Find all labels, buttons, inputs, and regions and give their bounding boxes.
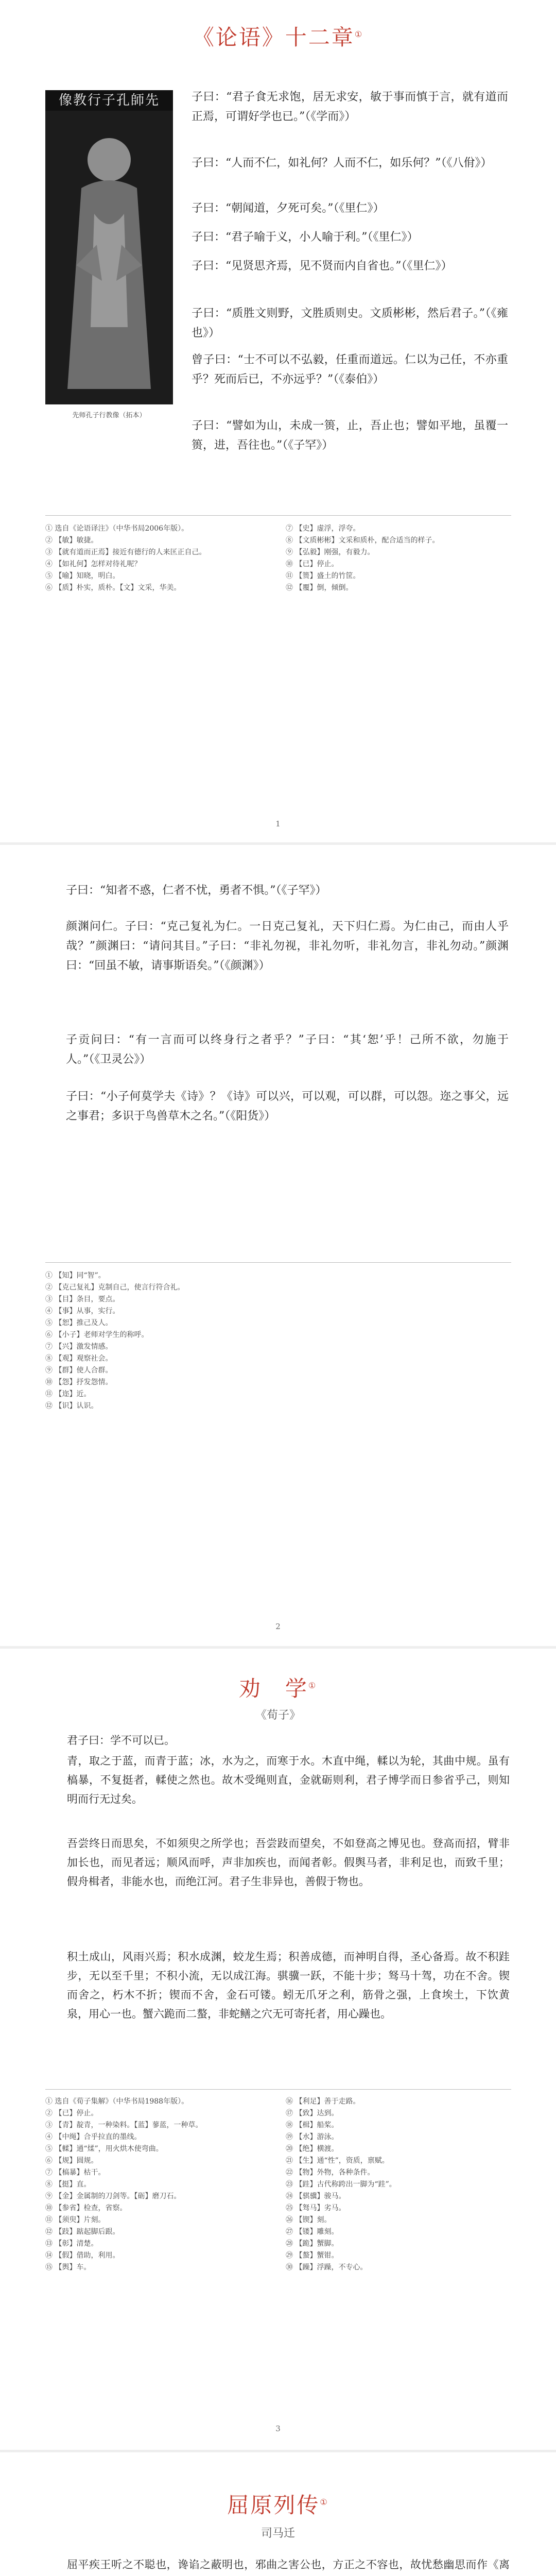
- footnote: ② 【已】停止。: [45, 2109, 98, 2117]
- footnote: ⑦ 【槁暴】枯干。: [45, 2168, 106, 2177]
- footnote: ⑲ 【水】游泳。: [286, 2133, 339, 2141]
- page-4: [0, 2452, 556, 2576]
- page-2: [0, 845, 556, 1649]
- footnote: ⑨ 【群】使人合群。: [45, 1366, 113, 1375]
- analects-para-10: 颜渊问仁。子曰：“克己复礼为仁。一日克己复礼，天下归仁焉。为仁由己，而由人乎哉？”颜渊曰：“请问其目。”子曰：“非礼勿视，非礼勿听，非礼勿言，非礼勿动。”颜渊曰：“回虽不敏，请事斯语矣。”（《颜渊》）: [66, 920, 509, 972]
- quanxue-para-3: 吾尝终日而思矣，不如须臾之所学也；吾尝跂而望矣，不如登高之博见也。登高而招，臂非加长也，而见者远；顺风而呼，声非加疾也，而闻者彰。假舆马者，非利足也，而致千里；假舟楫者，非能水也，而绝江河。君子生非异也，善假于物也。: [67, 1837, 510, 1888]
- analects-para-6: 子曰：“质胜文则野，文胜质则史。文质彬彬，然后君子。”（《雍也》）: [192, 307, 508, 340]
- footnote: ⑧ 【文质彬彬】文采和质朴，配合适当的样子。: [286, 536, 440, 545]
- footnote: ④ 【如礼何】怎样对待礼呢？: [45, 560, 142, 568]
- portrait-banner-text: 像教行子孔師先: [45, 90, 173, 111]
- footnote: ㉙ 【螯】蟹钳。: [286, 2251, 339, 2260]
- footnote: ⑯ 【利足】善于走路。: [286, 2097, 360, 2106]
- analects-para-2: 子曰：“人而不仁，如礼何？人而不仁，如乐何？”（《八佾》）: [192, 157, 492, 170]
- footnote: ⑩ 【怨】抒发怨情。: [45, 1378, 113, 1386]
- footnote: ⑦ 【史】虚浮，浮夸。: [286, 524, 360, 533]
- footnote: ⑫ 【跂】踮起脚后跟。: [45, 2228, 120, 2236]
- footnote: ⑰ 【致】达到。: [286, 2109, 339, 2117]
- analects-para-12: 子曰：“小子何莫学夫《诗》？《诗》可以兴，可以观，可以群，可以怨。迩之事父，远之事君；多识于鸟兽草木之名。”（《阳货》）: [66, 1090, 509, 1123]
- page-number: 2: [275, 1622, 281, 1631]
- analects-para-3: 子曰：“朝闻道，夕死可矣。”（《里仁》）: [192, 202, 385, 215]
- footnote: ③ 【目】条目，要点。: [45, 1295, 120, 1303]
- footnote: ㉗ 【镂】雕刻。: [286, 2228, 339, 2236]
- page-number: 1: [275, 819, 281, 828]
- footnote: ㉘ 【跪】蟹脚。: [286, 2240, 339, 2248]
- page-author: 司马迁: [260, 2527, 295, 2540]
- analects-para-5: 子曰：“见贤思齐焉，见不贤而内自省也。”（《里仁》）: [192, 260, 453, 273]
- footnote-divider: [45, 2089, 511, 2090]
- quanxue-para-1: 君子曰：学不可以已。: [67, 1734, 175, 1747]
- footnote: ⑥ 【规】圆规。: [45, 2157, 98, 2165]
- page-3: [0, 1649, 556, 2452]
- footnote: ㉖ 【锲】刻。: [286, 2216, 332, 2224]
- footnotes: [45, 1270, 354, 1412]
- confucius-portrait-image: [45, 90, 173, 404]
- page-title: 劝 学①: [238, 1676, 318, 1701]
- footnotes-left: [45, 2096, 272, 2274]
- page-title: 屈原列传①: [227, 2493, 329, 2518]
- footnote: ⑨ 【弘毅】刚强，有毅力。: [286, 548, 375, 556]
- analects-para-1: 子曰：“君子食无求饱，居无求安，敏于事而慎于言，就有道而正焉，可谓好学也已。”（《学而》）: [192, 91, 508, 123]
- footnote: ⑪ 【迩】近。: [45, 1390, 91, 1398]
- analects-para-4: 子曰：“君子喻于义，小人喻于利。”（《里仁》）: [192, 231, 419, 244]
- footnotes-left: [45, 523, 272, 594]
- footnote: ⑨ 【金】金属制的刀剑等。【砺】磨刀石。: [45, 2192, 181, 2200]
- footnote: ④ 【中绳】合乎拉直的墨线。: [45, 2133, 142, 2141]
- footnote: ⑦ 【兴】激发情感。: [45, 1343, 113, 1351]
- footnote: ⑫ 【识】认识。: [45, 1402, 98, 1410]
- footnote: ⑧ 【观】观察社会。: [45, 1354, 113, 1363]
- footnote: ㉑ 【生】通“性”，资质，禀赋。: [286, 2157, 389, 2165]
- footnote: ㉓ 【跬】古代称跨出一脚为“跬”。: [286, 2180, 396, 2189]
- footnote: ⑥ 【小子】老师对学生的称呼。: [45, 1331, 149, 1339]
- footnote-divider: [45, 1262, 511, 1263]
- analects-para-8: 子曰：“譬如为山，未成一篑，止，吾止也；譬如平地，虽覆一篑，进，吾往也。”（《子罕》）: [192, 419, 508, 452]
- footnote: ① 选自《荀子集解》（中华书局1988年版）。: [45, 2097, 189, 2106]
- page-1: [0, 0, 556, 845]
- footnote: ⑩ 【参省】检查，省察。: [45, 2204, 127, 2212]
- footnote: ⑬ 【彰】清楚。: [45, 2240, 98, 2248]
- portrait-caption: 先师孔子行教像（拓本）: [72, 412, 146, 419]
- footnote: ⑮ 【舆】车。: [45, 2263, 91, 2272]
- footnote: ③ 【就有道而正焉】接近有德行的人来匡正自己。: [45, 548, 206, 556]
- footnote: ⑪ 【须臾】片刻。: [45, 2216, 106, 2224]
- footnote: ⑤ 【輮】通“煣”，用火烘木使弯曲。: [45, 2145, 163, 2153]
- page-number: 3: [275, 2424, 281, 2433]
- footnote: ② 【敏】敏捷。: [45, 536, 98, 545]
- footnote: ⑱ 【楫】船桨。: [286, 2121, 339, 2129]
- footnote-divider: [45, 515, 511, 516]
- footnote: ⑤ 【喻】知晓，明白。: [45, 572, 120, 580]
- footnote: ① 【知】同“智”。: [45, 1272, 106, 1280]
- footnote: ⑫ 【覆】倒，倾倒。: [286, 584, 353, 592]
- footnote: ㉔ 【骐骥】骏马。: [286, 2192, 346, 2200]
- footnote: ⑪ 【篑】盛土的竹筐。: [286, 572, 360, 580]
- footnote: ① 选自《论语译注》（中华书局2006年版）。: [45, 524, 189, 533]
- portrait-figure-icon: [45, 111, 173, 404]
- footnote: ④ 【事】从事，实行。: [45, 1307, 120, 1315]
- footnote: ⑥ 【质】朴实，质朴。【文】文采，华美。: [45, 584, 181, 592]
- footnote: ⑩ 【已】停止。: [286, 560, 339, 568]
- footnote: ㉒ 【物】外物，各种条件。: [286, 2168, 375, 2177]
- quanxue-para-4: 积土成山，风雨兴焉；积水成渊，蛟龙生焉；积善成德，而神明自得，圣心备焉。故不积跬步，无以至千里；不积小流，无以成江海。骐骥一跃，不能十步；驽马十驾，功在不舍。锲而舍之，朽木不折；锲而不舍，金石可镂。蚓无爪牙之利，筋骨之强，上食埃土，下饮黄泉，用心一也。蟹六跪而二螯，非蛇鳝之穴无可寄托者，用心躁也。: [67, 1951, 510, 2020]
- footnote: ② 【克己复礼】克制自己，使言行符合礼。: [45, 1283, 185, 1292]
- analects-para-9: 子曰：“知者不惑，仁者不忧，勇者不惧。”（《子罕》）: [66, 884, 327, 897]
- page-subtitle: 《荀子》: [255, 1709, 301, 1722]
- footnote: ⑳ 【绝】横渡。: [286, 2145, 339, 2153]
- footnote: ⑭ 【假】借助，利用。: [45, 2251, 120, 2260]
- quanxue-para-2: 青，取之于蓝，而青于蓝；冰，水为之，而寒于水。木直中绳，輮以为轮，其曲中规。虽有槁暴，不复挺者，輮使之然也。故木受绳则直，金就砺则利，君子博学而日参省乎己，则知明而行无过矣。: [67, 1755, 510, 1805]
- footnote: ③ 【青】靛青，一种染料。【蓝】蓼蓝，一种草。: [45, 2121, 203, 2129]
- footnotes-right: [286, 523, 512, 594]
- analects-para-11: 子贡问曰：“有一言而可以终身行之者乎？”子曰：“其‘恕’乎！己所不欲，勿施于人。”（《卫灵公》）: [66, 1033, 509, 1066]
- quyuan-para-1: 屈平疾王听之不聪也，谗谄之蔽明也，邪曲之害公也，方正之不容也，故忧愁幽思而作《离: [67, 2558, 510, 2571]
- footnote: ⑤ 【恕】推己及人。: [45, 1319, 113, 1327]
- footnotes-right: [286, 2096, 512, 2274]
- page-title: 《论语》十二章①: [192, 25, 364, 50]
- analects-para-7: 曾子曰：“士不可以不弘毅，任重而道远。仁以为己任，不亦重乎？死而后已，不亦远乎？”（《泰伯》）: [192, 353, 508, 386]
- footnote: ⑧ 【挺】直。: [45, 2180, 91, 2189]
- footnote: ㉚ 【躁】浮躁，不专心。: [286, 2263, 368, 2272]
- footnote: ㉕ 【驽马】劣马。: [286, 2204, 346, 2212]
